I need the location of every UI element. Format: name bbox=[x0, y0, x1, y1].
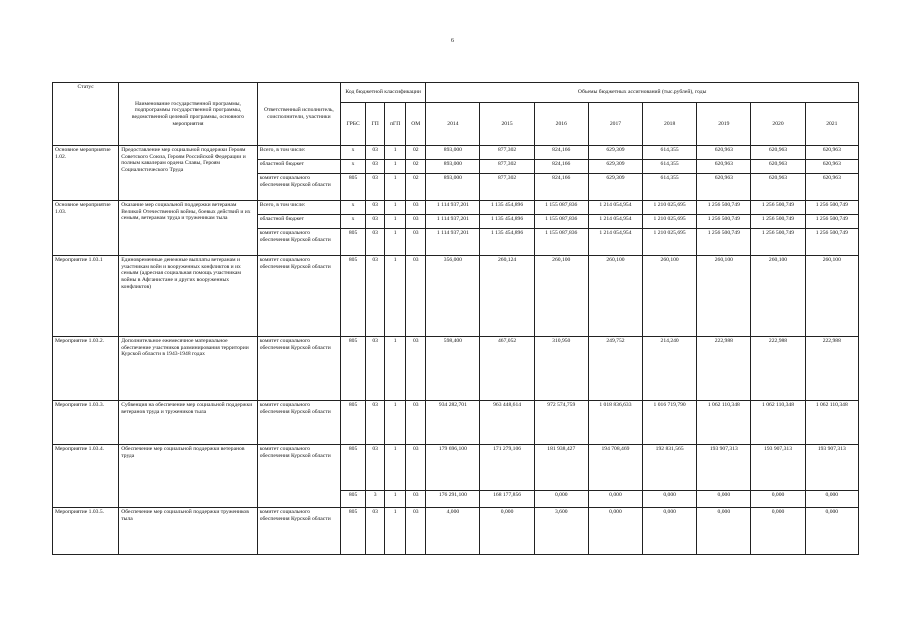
value-cell: 193 907,313 bbox=[751, 445, 805, 491]
executor-cell: комитет социального обеспечения Курской области bbox=[257, 445, 340, 508]
value-cell: 1 256 500,749 bbox=[697, 229, 751, 256]
value-cell: 260,100 bbox=[751, 256, 805, 337]
grbs-cell: x bbox=[341, 146, 366, 160]
om-cell: 03 bbox=[406, 508, 426, 555]
header-year-2019: 2019 bbox=[697, 103, 751, 146]
om-cell: 03 bbox=[406, 256, 426, 337]
value-cell: 972 574,759 bbox=[534, 401, 588, 445]
table-row bbox=[53, 445, 859, 491]
grbs-cell: 805 bbox=[341, 508, 366, 555]
value-cell: 1 135 454,896 bbox=[480, 215, 534, 229]
value-cell: 877,302 bbox=[480, 146, 534, 160]
grbs-cell: 805 bbox=[341, 445, 366, 491]
value-cell: 614,355 bbox=[643, 160, 697, 174]
value-cell: 249,752 bbox=[588, 337, 642, 401]
value-cell: 1 062 110,348 bbox=[805, 401, 858, 445]
value-cell: 222,988 bbox=[697, 337, 751, 401]
page-number: 6 bbox=[451, 38, 454, 44]
value-cell: 0,000 bbox=[588, 508, 642, 555]
om-cell: 03 bbox=[406, 491, 426, 508]
value-cell: 620,963 bbox=[751, 146, 805, 160]
executor-cell: областной бюджет bbox=[257, 215, 340, 229]
value-cell: 193 907,313 bbox=[697, 445, 751, 491]
om-cell: 03 bbox=[406, 401, 426, 445]
value-cell: 467,052 bbox=[480, 337, 534, 401]
grbs-cell: 805 bbox=[341, 337, 366, 401]
value-cell: 1 256 500,749 bbox=[751, 215, 805, 229]
header-status: Статус bbox=[53, 83, 119, 146]
grbs-cell: x bbox=[341, 201, 366, 215]
value-cell: 0,000 bbox=[805, 508, 858, 555]
value-cell: 4,000 bbox=[426, 508, 480, 555]
name-cell: Единовременные денежные выплаты ветеранам и участникам войн и вооруженных конфликтов и их семьям (адресная социальная помощь участникам войны в Афганистане и других вооруженных конфликтов) bbox=[119, 256, 258, 337]
value-cell: 1 210 025,695 bbox=[643, 201, 697, 215]
header-code-gp: ГП bbox=[366, 103, 385, 146]
value-cell: 1 135 454,896 bbox=[480, 201, 534, 215]
value-cell: 614,355 bbox=[643, 146, 697, 160]
gp-cell: 03 bbox=[366, 229, 385, 256]
name-cell: Предоставление мер социальной поддержки Героям Советского Союза, Героям Российской Федерации и полным кавалерам ордена Славы, Героям Социалистического Труда bbox=[119, 146, 258, 201]
header-volumes: Объемы бюджетных ассигнований (тыс.рублей), годы bbox=[426, 83, 859, 103]
pgp-cell: 1 bbox=[385, 337, 406, 401]
value-cell: 0,000 bbox=[588, 491, 642, 508]
budget-table bbox=[52, 82, 859, 555]
value-cell: 629,309 bbox=[588, 146, 642, 160]
value-cell: 222,988 bbox=[805, 337, 858, 401]
gp-cell: 03 bbox=[366, 160, 385, 174]
grbs-cell: x bbox=[341, 160, 366, 174]
value-cell: 214,240 bbox=[643, 337, 697, 401]
pgp-cell: 1 bbox=[385, 491, 406, 508]
value-cell: 877,302 bbox=[480, 160, 534, 174]
value-cell: 824,166 bbox=[534, 160, 588, 174]
value-cell: 620,963 bbox=[805, 174, 858, 201]
value-cell: 934 282,701 bbox=[426, 401, 480, 445]
value-cell: 614,355 bbox=[643, 174, 697, 201]
value-cell: 877,302 bbox=[480, 174, 534, 201]
value-cell: 260,100 bbox=[805, 256, 858, 337]
executor-cell: комитет социального обеспечения Курской области bbox=[257, 337, 340, 401]
gp-cell: 03 bbox=[366, 508, 385, 555]
om-cell: 02 bbox=[406, 146, 426, 160]
header-year-2021: 2021 bbox=[805, 103, 858, 146]
value-cell: 1 210 025,695 bbox=[643, 229, 697, 256]
value-cell: 0,000 bbox=[751, 491, 805, 508]
executor-cell: областной бюджет bbox=[257, 160, 340, 174]
pgp-cell: 1 bbox=[385, 256, 406, 337]
value-cell: 1 062 110,348 bbox=[751, 401, 805, 445]
executor-cell: комитет социального обеспечения Курской области bbox=[257, 508, 340, 555]
om-cell: 03 bbox=[406, 215, 426, 229]
value-cell: 176 291,100 bbox=[426, 491, 480, 508]
value-cell: 0,000 bbox=[697, 491, 751, 508]
gp-cell: 03 bbox=[366, 401, 385, 445]
pgp-cell: 1 bbox=[385, 160, 406, 174]
pgp-cell: 1 bbox=[385, 445, 406, 491]
gp-cell: 03 bbox=[366, 174, 385, 201]
executor-cell: Всего, в том числе: bbox=[257, 146, 340, 160]
executor-cell: комитет социального обеспечения Курской области bbox=[257, 174, 340, 201]
header-year-2016: 2016 bbox=[534, 103, 588, 146]
value-cell: 824,166 bbox=[534, 174, 588, 201]
executor-cell: комитет социального обеспечения Курской области bbox=[257, 229, 340, 256]
pgp-cell: 1 bbox=[385, 401, 406, 445]
value-cell: 1 256 500,749 bbox=[805, 215, 858, 229]
om-cell: 03 bbox=[406, 201, 426, 215]
header-name: Наименование государственной программы, подпрограммы государственной программы, ведомственной целевой программы, основного мероприятия bbox=[119, 83, 258, 146]
value-cell: 260,100 bbox=[588, 256, 642, 337]
value-cell: 1 256 500,749 bbox=[751, 229, 805, 256]
value-cell: 260,100 bbox=[697, 256, 751, 337]
om-cell: 02 bbox=[406, 174, 426, 201]
pgp-cell: 1 bbox=[385, 146, 406, 160]
table-row bbox=[53, 146, 859, 160]
grbs-cell: 805 bbox=[341, 256, 366, 337]
value-cell: 963 448,614 bbox=[480, 401, 534, 445]
value-cell: 1 256 500,749 bbox=[805, 201, 858, 215]
value-cell: 260,100 bbox=[643, 256, 697, 337]
value-cell: 1 214 054,954 bbox=[588, 215, 642, 229]
value-cell: 1 016 719,790 bbox=[643, 401, 697, 445]
value-cell: 1 155 087,836 bbox=[534, 201, 588, 215]
table-row bbox=[53, 401, 859, 445]
value-cell: 193 907,313 bbox=[805, 445, 858, 491]
value-cell: 620,963 bbox=[751, 174, 805, 201]
om-cell: 03 bbox=[406, 445, 426, 491]
value-cell: 179 696,100 bbox=[426, 445, 480, 491]
status-cell: Основное мероприятие 1.03. bbox=[53, 201, 119, 256]
value-cell: 620,963 bbox=[805, 160, 858, 174]
value-cell: 893,000 bbox=[426, 160, 480, 174]
value-cell: 1 210 025,695 bbox=[643, 215, 697, 229]
value-cell: 1 256 500,749 bbox=[697, 215, 751, 229]
name-cell: Оказание мер социальной поддержки ветеранам Великой Отечественной войны, боевых действий и их семьям, ветеранам труда и труженикам тыла bbox=[119, 201, 258, 256]
table-row bbox=[53, 337, 859, 401]
value-cell: 1 214 054,954 bbox=[588, 201, 642, 215]
grbs-cell: 805 bbox=[341, 174, 366, 201]
pgp-cell: 1 bbox=[385, 229, 406, 256]
value-cell: 1 114 937,201 bbox=[426, 215, 480, 229]
value-cell: 194 708,469 bbox=[588, 445, 642, 491]
name-cell: Субвенция на обеспечение мер социальной поддержки ветеранов труда и тружеников тыла bbox=[119, 401, 258, 445]
status-cell: Мероприятие 1.03.1 bbox=[53, 256, 119, 337]
grbs-cell: x bbox=[341, 215, 366, 229]
gp-cell: 03 bbox=[366, 256, 385, 337]
gp-cell: 03 bbox=[366, 215, 385, 229]
value-cell: 893,000 bbox=[426, 146, 480, 160]
header-code-om: ОМ bbox=[406, 103, 426, 146]
gp-cell: 03 bbox=[366, 201, 385, 215]
value-cell: 620,963 bbox=[805, 146, 858, 160]
status-cell: Мероприятие 1.03.4. bbox=[53, 445, 119, 508]
value-cell: 1 155 087,836 bbox=[534, 229, 588, 256]
pgp-cell: 1 bbox=[385, 508, 406, 555]
value-cell: 181 938,427 bbox=[534, 445, 588, 491]
value-cell: 1 114 937,201 bbox=[426, 201, 480, 215]
value-cell: 1 214 054,954 bbox=[588, 229, 642, 256]
value-cell: 1 155 087,836 bbox=[534, 215, 588, 229]
executor-cell: комитет социального обеспечения Курской области bbox=[257, 256, 340, 337]
grbs-cell: 805 bbox=[341, 229, 366, 256]
header-year-2018: 2018 bbox=[643, 103, 697, 146]
value-cell: 222,988 bbox=[751, 337, 805, 401]
value-cell: 629,309 bbox=[588, 160, 642, 174]
status-cell: Мероприятие 1.03.3. bbox=[53, 401, 119, 445]
value-cell: 0,000 bbox=[805, 491, 858, 508]
header-year-2017: 2017 bbox=[588, 103, 642, 146]
table-row bbox=[53, 508, 859, 555]
value-cell: 620,963 bbox=[751, 160, 805, 174]
value-cell: 260,100 bbox=[534, 256, 588, 337]
om-cell: 03 bbox=[406, 229, 426, 256]
value-cell: 620,963 bbox=[697, 146, 751, 160]
value-cell: 260,124 bbox=[480, 256, 534, 337]
gp-cell: 03 bbox=[366, 337, 385, 401]
value-cell: 0,000 bbox=[643, 491, 697, 508]
value-cell: 356,000 bbox=[426, 256, 480, 337]
value-cell: 824,166 bbox=[534, 146, 588, 160]
value-cell: 629,309 bbox=[588, 174, 642, 201]
gp-cell: 03 bbox=[366, 146, 385, 160]
header-code-grbs: ГРБС bbox=[341, 103, 366, 146]
pgp-cell: 1 bbox=[385, 174, 406, 201]
value-cell: 0,000 bbox=[480, 508, 534, 555]
grbs-cell: 805 bbox=[341, 401, 366, 445]
value-cell: 171 279,106 bbox=[480, 445, 534, 491]
name-cell: Обеспечение мер социальной поддержки ветеранов труда bbox=[119, 445, 258, 508]
gp-cell: 3 bbox=[366, 491, 385, 508]
status-cell: Основное мероприятие 1.02. bbox=[53, 146, 119, 201]
header-year-2014: 2014 bbox=[426, 103, 480, 146]
value-cell: 893,000 bbox=[426, 174, 480, 201]
value-cell: 1 256 500,749 bbox=[805, 229, 858, 256]
table-row bbox=[53, 201, 859, 215]
executor-cell: Всего, в том числе: bbox=[257, 201, 340, 215]
gp-cell: 03 bbox=[366, 445, 385, 491]
status-cell: Мероприятие 1.03.5. bbox=[53, 508, 119, 555]
value-cell: 192 831,565 bbox=[643, 445, 697, 491]
header-year-2015: 2015 bbox=[480, 103, 534, 146]
executor-cell: комитет социального обеспечения Курской области bbox=[257, 401, 340, 445]
value-cell: 0,000 bbox=[643, 508, 697, 555]
value-cell: 620,963 bbox=[697, 174, 751, 201]
value-cell: 1 256 500,749 bbox=[697, 201, 751, 215]
header-executor: Ответственный исполнитель, соисполнители, участники bbox=[257, 83, 340, 146]
header-code-group: Код бюджетной классификации bbox=[341, 83, 426, 103]
grbs-cell: 805 bbox=[341, 491, 366, 508]
value-cell: 168 177,856 bbox=[480, 491, 534, 508]
value-cell: 1 256 500,749 bbox=[751, 201, 805, 215]
value-cell: 620,963 bbox=[697, 160, 751, 174]
value-cell: 3,600 bbox=[534, 508, 588, 555]
value-cell: 1 135 454,896 bbox=[480, 229, 534, 256]
om-cell: 02 bbox=[406, 160, 426, 174]
value-cell: 310,950 bbox=[534, 337, 588, 401]
name-cell: Обеспечение мер социальной поддержки тружеников тыла bbox=[119, 508, 258, 555]
header-code-pgp: пГП bbox=[385, 103, 406, 146]
value-cell: 1 062 110,348 bbox=[697, 401, 751, 445]
pgp-cell: 1 bbox=[385, 201, 406, 215]
status-cell: Мероприятие 1.03.2. bbox=[53, 337, 119, 401]
value-cell: 0,000 bbox=[697, 508, 751, 555]
table-row bbox=[53, 256, 859, 337]
om-cell: 03 bbox=[406, 337, 426, 401]
name-cell: Дополнительное ежемесячное материальное обеспечение участников разминирования территории Курской области в 1943-1948 годах bbox=[119, 337, 258, 401]
pgp-cell: 1 bbox=[385, 215, 406, 229]
value-cell: 598,400 bbox=[426, 337, 480, 401]
value-cell: 0,000 bbox=[751, 508, 805, 555]
value-cell: 1 114 937,201 bbox=[426, 229, 480, 256]
value-cell: 0,000 bbox=[534, 491, 588, 508]
value-cell: 1 018 836,633 bbox=[588, 401, 642, 445]
header-year-2020: 2020 bbox=[751, 103, 805, 146]
